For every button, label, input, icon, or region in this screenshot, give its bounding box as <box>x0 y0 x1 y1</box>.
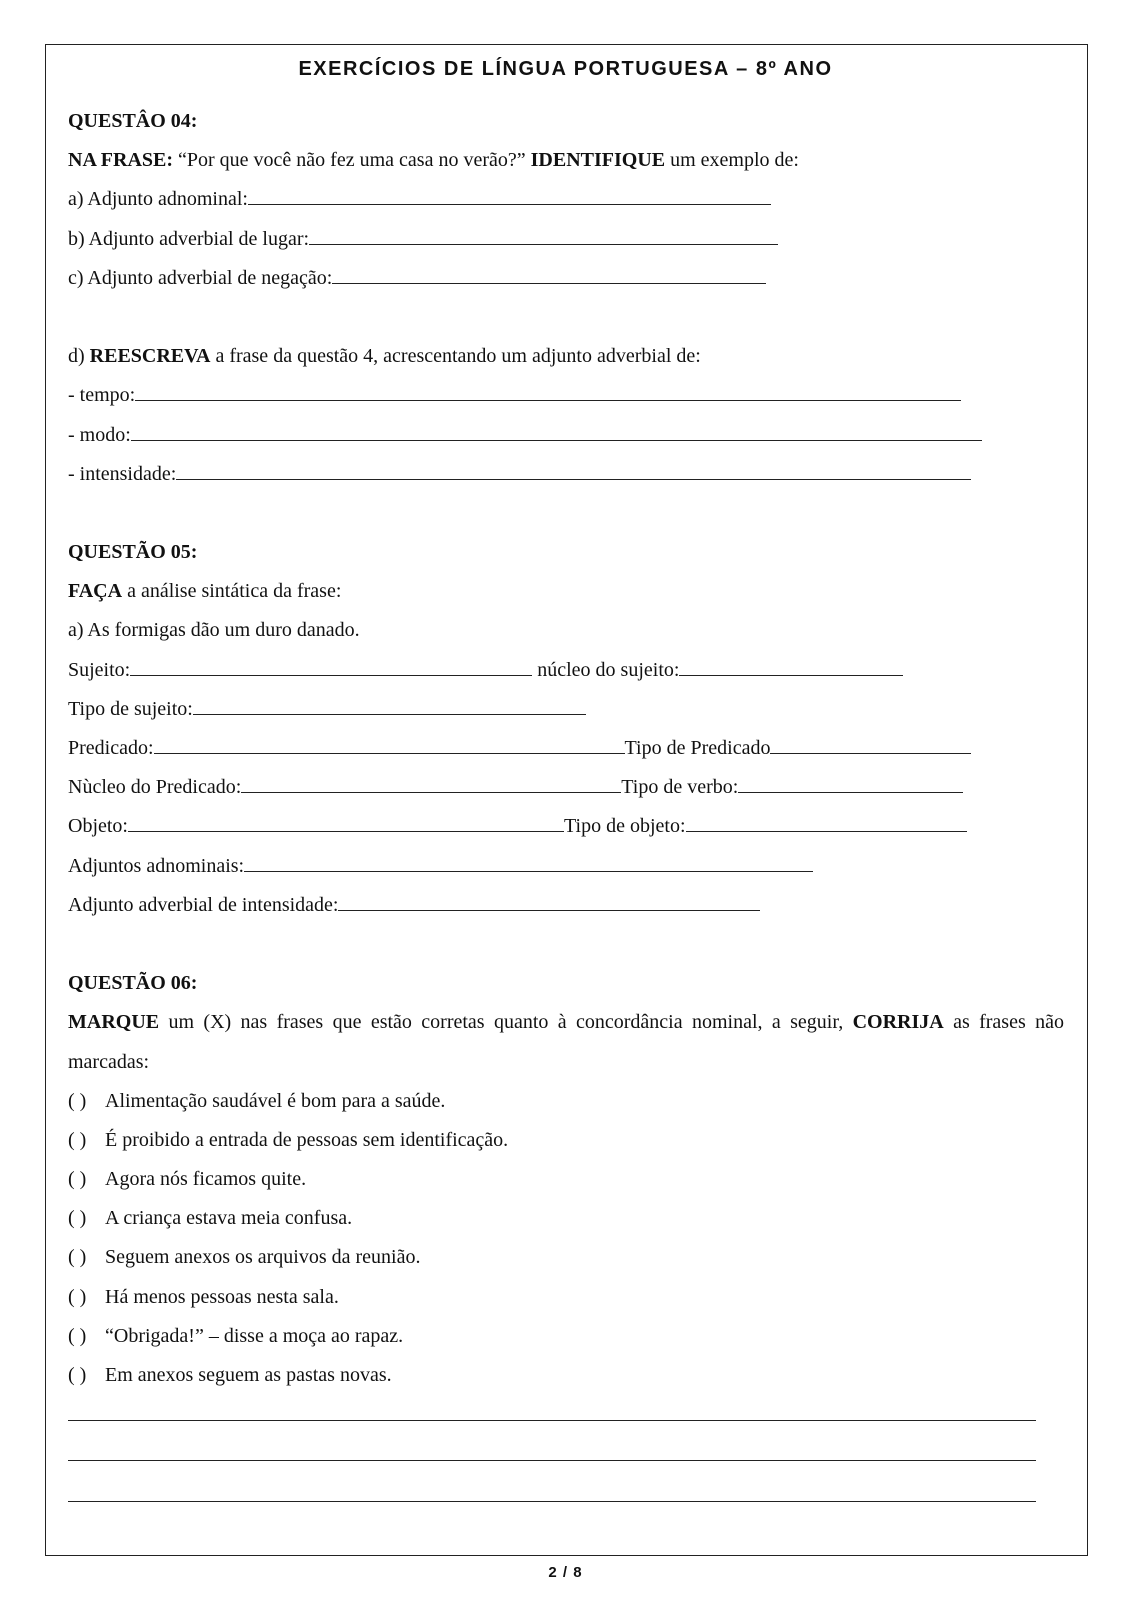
answer-blank[interactable] <box>679 658 903 676</box>
question-5-sentence: a) As formigas dão um duro danado. <box>68 619 360 642</box>
answer-blank[interactable] <box>248 187 771 205</box>
question-5-tipo-sujeito-row: Tipo de sujeito: <box>68 690 1064 729</box>
answer-blank[interactable] <box>686 814 967 832</box>
question-4-item-c: c) Adjunto adverbial de negação: <box>68 259 1064 298</box>
answer-blank[interactable] <box>244 854 813 872</box>
question-5-sujeito-row: Sujeito: núcleo do sujeito: <box>68 651 1064 690</box>
question-6-item: ( ) É proibido a entrada de pessoas sem identificação. <box>68 1121 1064 1160</box>
answer-blank[interactable] <box>738 775 963 793</box>
answer-line[interactable] <box>68 1476 1036 1502</box>
question-4-d-modo: - modo: <box>68 416 1064 455</box>
checkbox-parentheses[interactable]: ( ) <box>68 1207 87 1230</box>
answer-blank[interactable] <box>770 736 971 754</box>
answer-blank[interactable] <box>338 893 760 911</box>
question-6-item: ( ) Agora nós ficamos quite. <box>68 1160 1064 1199</box>
question-4-intro: NA FRASE: “Por que você não fez uma casa no verão?” IDENTIFIQUE um exemplo de: <box>68 149 799 172</box>
answer-blank[interactable] <box>130 658 532 676</box>
document-title: EXERCÍCIOS DE LÍNGUA PORTUGUESA – 8º ANO <box>298 58 833 80</box>
answer-blank[interactable] <box>176 462 971 480</box>
checkbox-parentheses[interactable]: ( ) <box>68 1246 87 1269</box>
question-5-objeto-row: Objeto: Tipo de objeto: <box>68 807 1064 846</box>
question-4-item-b: b) Adjunto adverbial de lugar: <box>68 220 1064 259</box>
question-6-item: ( ) “Obrigada!” – disse a moça ao rapaz. <box>68 1317 1064 1356</box>
question-5-nucleo-predicado-row: Nùcleo do Predicado: Tipo de verbo: <box>68 768 1064 807</box>
exercise-content <box>68 102 1064 1516</box>
question-6-item: ( ) A criança estava meia confusa. <box>68 1199 1064 1238</box>
question-6-intro: MARQUE um (X) nas frases que estão corretas quanto à concordância nominal, a seguir, CORRIJA as frases não marcadas: <box>68 1011 1064 1073</box>
question-5-intensidade-row: Adjunto adverbial de intensidade: <box>68 886 1064 925</box>
question-4-d-intensidade: - intensidade: <box>68 455 1064 494</box>
checkbox-parentheses[interactable]: ( ) <box>68 1285 87 1308</box>
question-6-item: ( ) Em anexos seguem as pastas novas. <box>68 1356 1064 1395</box>
question-5-intro: FAÇA a análise sintática da frase: <box>68 580 342 603</box>
answer-blank[interactable] <box>154 736 625 754</box>
checkbox-parentheses[interactable]: ( ) <box>68 1089 87 1112</box>
question-4-item-d: d) REESCREVA a frase da questão 4, acrescentando um adjunto adverbial de: <box>68 345 701 368</box>
checkbox-parentheses[interactable]: ( ) <box>68 1324 87 1347</box>
question-6-item: ( ) Seguem anexos os arquivos da reunião. <box>68 1238 1064 1277</box>
checkbox-parentheses[interactable]: ( ) <box>68 1128 87 1151</box>
question-6-heading: QUESTÃO 06: <box>68 972 198 995</box>
answer-blank[interactable] <box>241 775 621 793</box>
question-4-heading: QUESTÂO 04: <box>68 110 198 132</box>
question-5-adjuntos-row: Adjuntos adnominais: <box>68 847 1064 886</box>
question-4-item-a: a) Adjunto adnominal: <box>68 180 1064 219</box>
checkbox-parentheses[interactable]: ( ) <box>68 1168 87 1191</box>
answer-blank[interactable] <box>309 227 778 245</box>
question-6-item: ( ) Há menos pessoas nesta sala. <box>68 1278 1064 1317</box>
answer-line[interactable] <box>68 1395 1036 1421</box>
answer-line[interactable] <box>68 1435 1036 1461</box>
answer-blank[interactable] <box>131 423 982 441</box>
question-4-d-tempo: - tempo: <box>68 376 1064 415</box>
question-6-item: ( ) Alimentação saudável é bom para a saúde. <box>68 1082 1064 1121</box>
page-number: 2 / 8 <box>548 1564 583 1581</box>
question-5-heading: QUESTÃO 05: <box>68 541 198 564</box>
answer-blank[interactable] <box>135 383 961 401</box>
answer-blank[interactable] <box>193 697 586 715</box>
answer-blank[interactable] <box>128 814 564 832</box>
checkbox-parentheses[interactable]: ( ) <box>68 1364 87 1387</box>
answer-blank[interactable] <box>332 266 766 284</box>
question-5-predicado-row: Predicado: Tipo de Predicado <box>68 729 1064 768</box>
